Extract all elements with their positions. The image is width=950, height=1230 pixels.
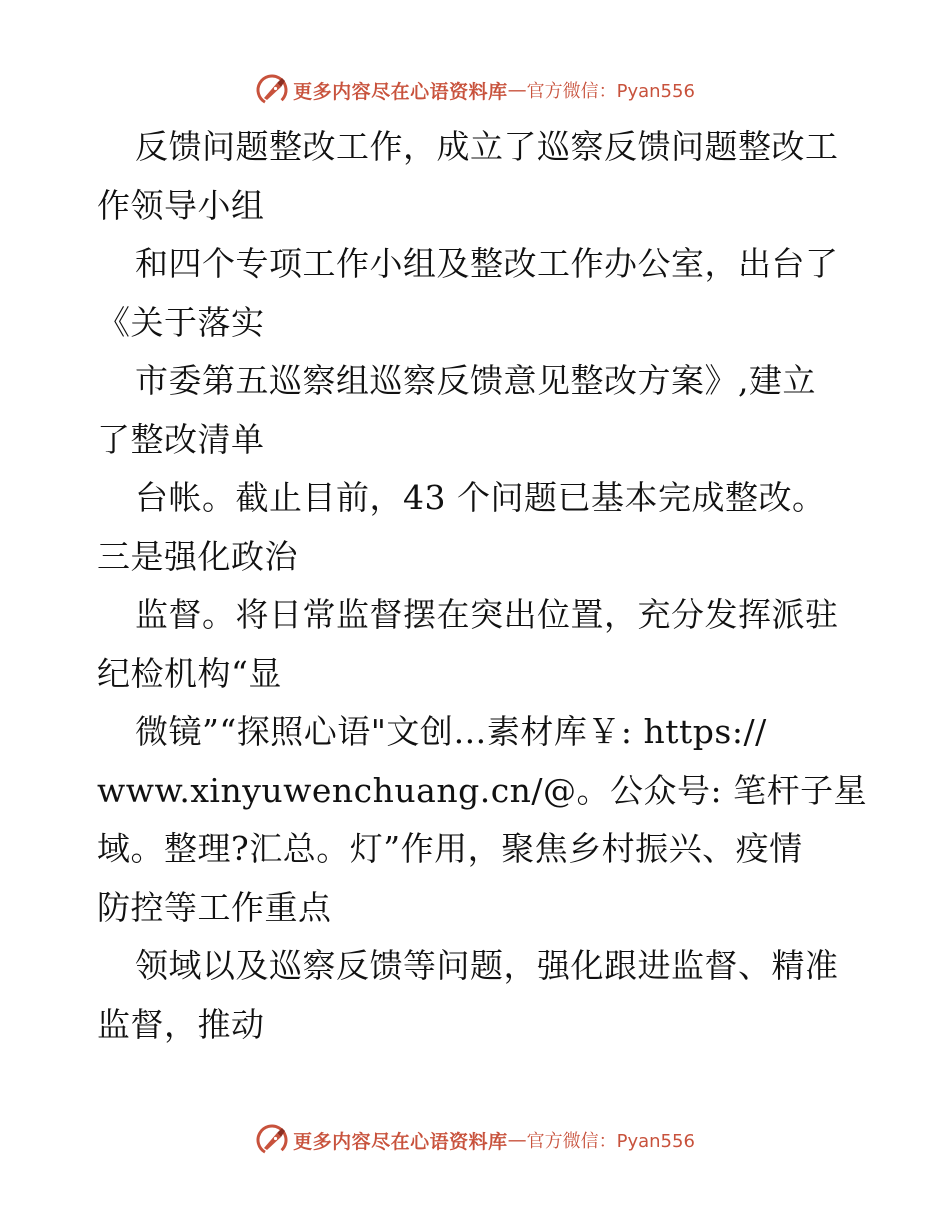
text-line: 纪检机构“显 [97,653,282,693]
text-line: www.xinyuwenchuang.cn/@。公众号: 笔杆子星 [97,770,868,810]
banner-text: 更多内容尽在心语资料库 [293,1130,508,1153]
text-line: 作领导小组 [97,185,265,225]
text-line: 市委第五巡察组巡察反馈意见整改方案》,建立 [135,361,816,400]
banner-wechat: 官方微信：Pyan556 [526,81,695,102]
pen-nib-logo-icon [255,73,289,107]
document-body [97,118,868,1054]
text-line: 三是强化政治 [97,536,298,576]
text-line: 监督，推动 [97,1004,265,1044]
text-line: 域。整理?汇总。灯”作用，聚焦乡村振兴、疫情 [97,829,803,868]
text-line: 《关于落实 [97,302,265,342]
text-line: 台帐。截止目前，43 个问题已基本完成整改。 [135,478,826,517]
text-line: 防控等工作重点 [97,887,332,927]
text-line: 反馈问题整改工作，成立了巡察反馈问题整改工 [135,127,839,166]
banner-wechat: 官方微信：Pyan556 [526,1131,695,1152]
banner-separator: — [507,79,527,101]
banner-text: 更多内容尽在心语资料库 [293,80,508,103]
text-line: 监督。将日常监督摆在突出位置，充分发挥派驻 [135,595,839,634]
footer-banner [0,1120,950,1160]
pen-nib-logo-icon [255,1123,289,1157]
text-line: 和四个专项工作小组及整改工作办公室，出台了 [135,244,839,283]
banner-separator: — [507,1129,527,1151]
header-banner [0,70,950,110]
text-line: 了整改清单 [97,419,265,459]
text-line: 领域以及巡察反馈等问题，强化跟进监督、精准 [135,946,839,985]
text-line: 微镜”“探照心语"文创…素材库￥: https:// [135,712,767,751]
